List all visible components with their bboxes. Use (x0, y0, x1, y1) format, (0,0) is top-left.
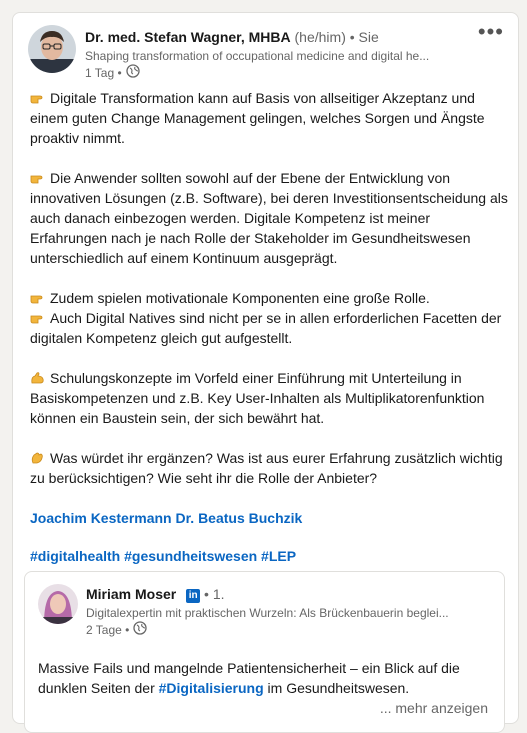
shared-post-card[interactable] (24, 571, 505, 733)
post-paragraph-4: Schulungskonzepte im Vorfeld einer Einführung mit Unterteilung in Basiskompetenzen und z.B. Key User-Inhalten als Multiplikatorenfunktion können ein Baustein sein, der sich bewährt hat. (30, 370, 485, 426)
shared-author-headline: Digitalexpertin mit praktischen Wurzeln: Als Brückenbauerin beglei... (86, 606, 449, 620)
post-paragraph-1: Digitale Transformation kann auf Basis von allseitiger Akzeptanz und einem guten Change Management gelingen, welches Sorgen und Ängste proaktiv nimmt. (30, 90, 485, 146)
author-name[interactable]: Dr. med. Stefan Wagner, MHBA (85, 29, 291, 45)
more-options-button[interactable]: ••• (477, 19, 504, 44)
shared-post-time: 2 Tage • (86, 622, 130, 637)
shared-author-name[interactable]: Miriam Moser (86, 586, 177, 602)
globe-icon (133, 621, 147, 638)
shared-post-meta (86, 621, 147, 638)
shared-connection-degree: • 1. (204, 586, 225, 602)
pointing-hand-icon (30, 170, 46, 184)
mention-link[interactable]: Joachim Kestermann (30, 510, 172, 526)
post-paragraph-3: Zudem spielen motivationale Komponenten eine große Rolle. Auch Digital Natives sind nicht per se in allen erforderlichen Facetten der digitalen Kompetenz gleich gut aufgestellt. (30, 290, 502, 346)
mention-link[interactable]: Dr. Beatus Buchzik (175, 510, 303, 526)
author-line (85, 29, 379, 45)
hashtag-link[interactable]: #Digitalisierung (158, 680, 264, 696)
shared-post-text: Massive Fails und mangelnde Patientensicherheit – ein Blick auf die dunklen Seiten der #Digitalisierung im Gesundheitswesen. (38, 660, 460, 696)
author-avatar[interactable] (28, 25, 76, 73)
mentions (30, 508, 510, 528)
pointing-hand-icon (30, 90, 46, 104)
pointing-hand-icon (30, 290, 46, 304)
post-meta (85, 64, 140, 81)
post-paragraph-5: Was würdet ihr ergänzen? Was ist aus eurer Erfahrung zusätzlich wichtig zu berücksichtigen? Wie seht ihr die Rolle der Anbieter? (30, 450, 503, 486)
hashtag-links[interactable]: #digitalhealth #gesundheitswesen #LEP (30, 548, 297, 564)
hashtags (30, 546, 510, 566)
show-more-button[interactable]: ... mehr anzeigen (379, 700, 488, 716)
post-card (12, 12, 519, 724)
clapping-hands-icon (30, 450, 46, 464)
flexed-biceps-icon (30, 370, 46, 384)
shared-author-line (86, 586, 225, 603)
post-time: 1 Tag • (85, 65, 122, 80)
linkedin-icon: in (186, 589, 200, 603)
author-headline: Shaping transformation of occupational medicine and digital he... (85, 49, 430, 63)
post-paragraph-2: Die Anwender sollten sowohl auf der Ebene der Entwicklung von innovativen Lösungen (z.B. Software), bei deren Investitionsentscheidung als auch danach einbezogen werden. Digitale Kompetenz ist meiner Erfahrungen nach je nach Rolle der Stakeholder im Gesundheitswesen unterschiedlich auf einem Kontinuum ausgeprägt. (30, 170, 508, 266)
shared-author-avatar[interactable] (38, 584, 78, 624)
pointing-hand-icon (30, 310, 46, 324)
globe-icon (126, 64, 140, 81)
author-pronouns: (he/him) (294, 29, 346, 45)
connection-degree: • Sie (349, 29, 379, 45)
